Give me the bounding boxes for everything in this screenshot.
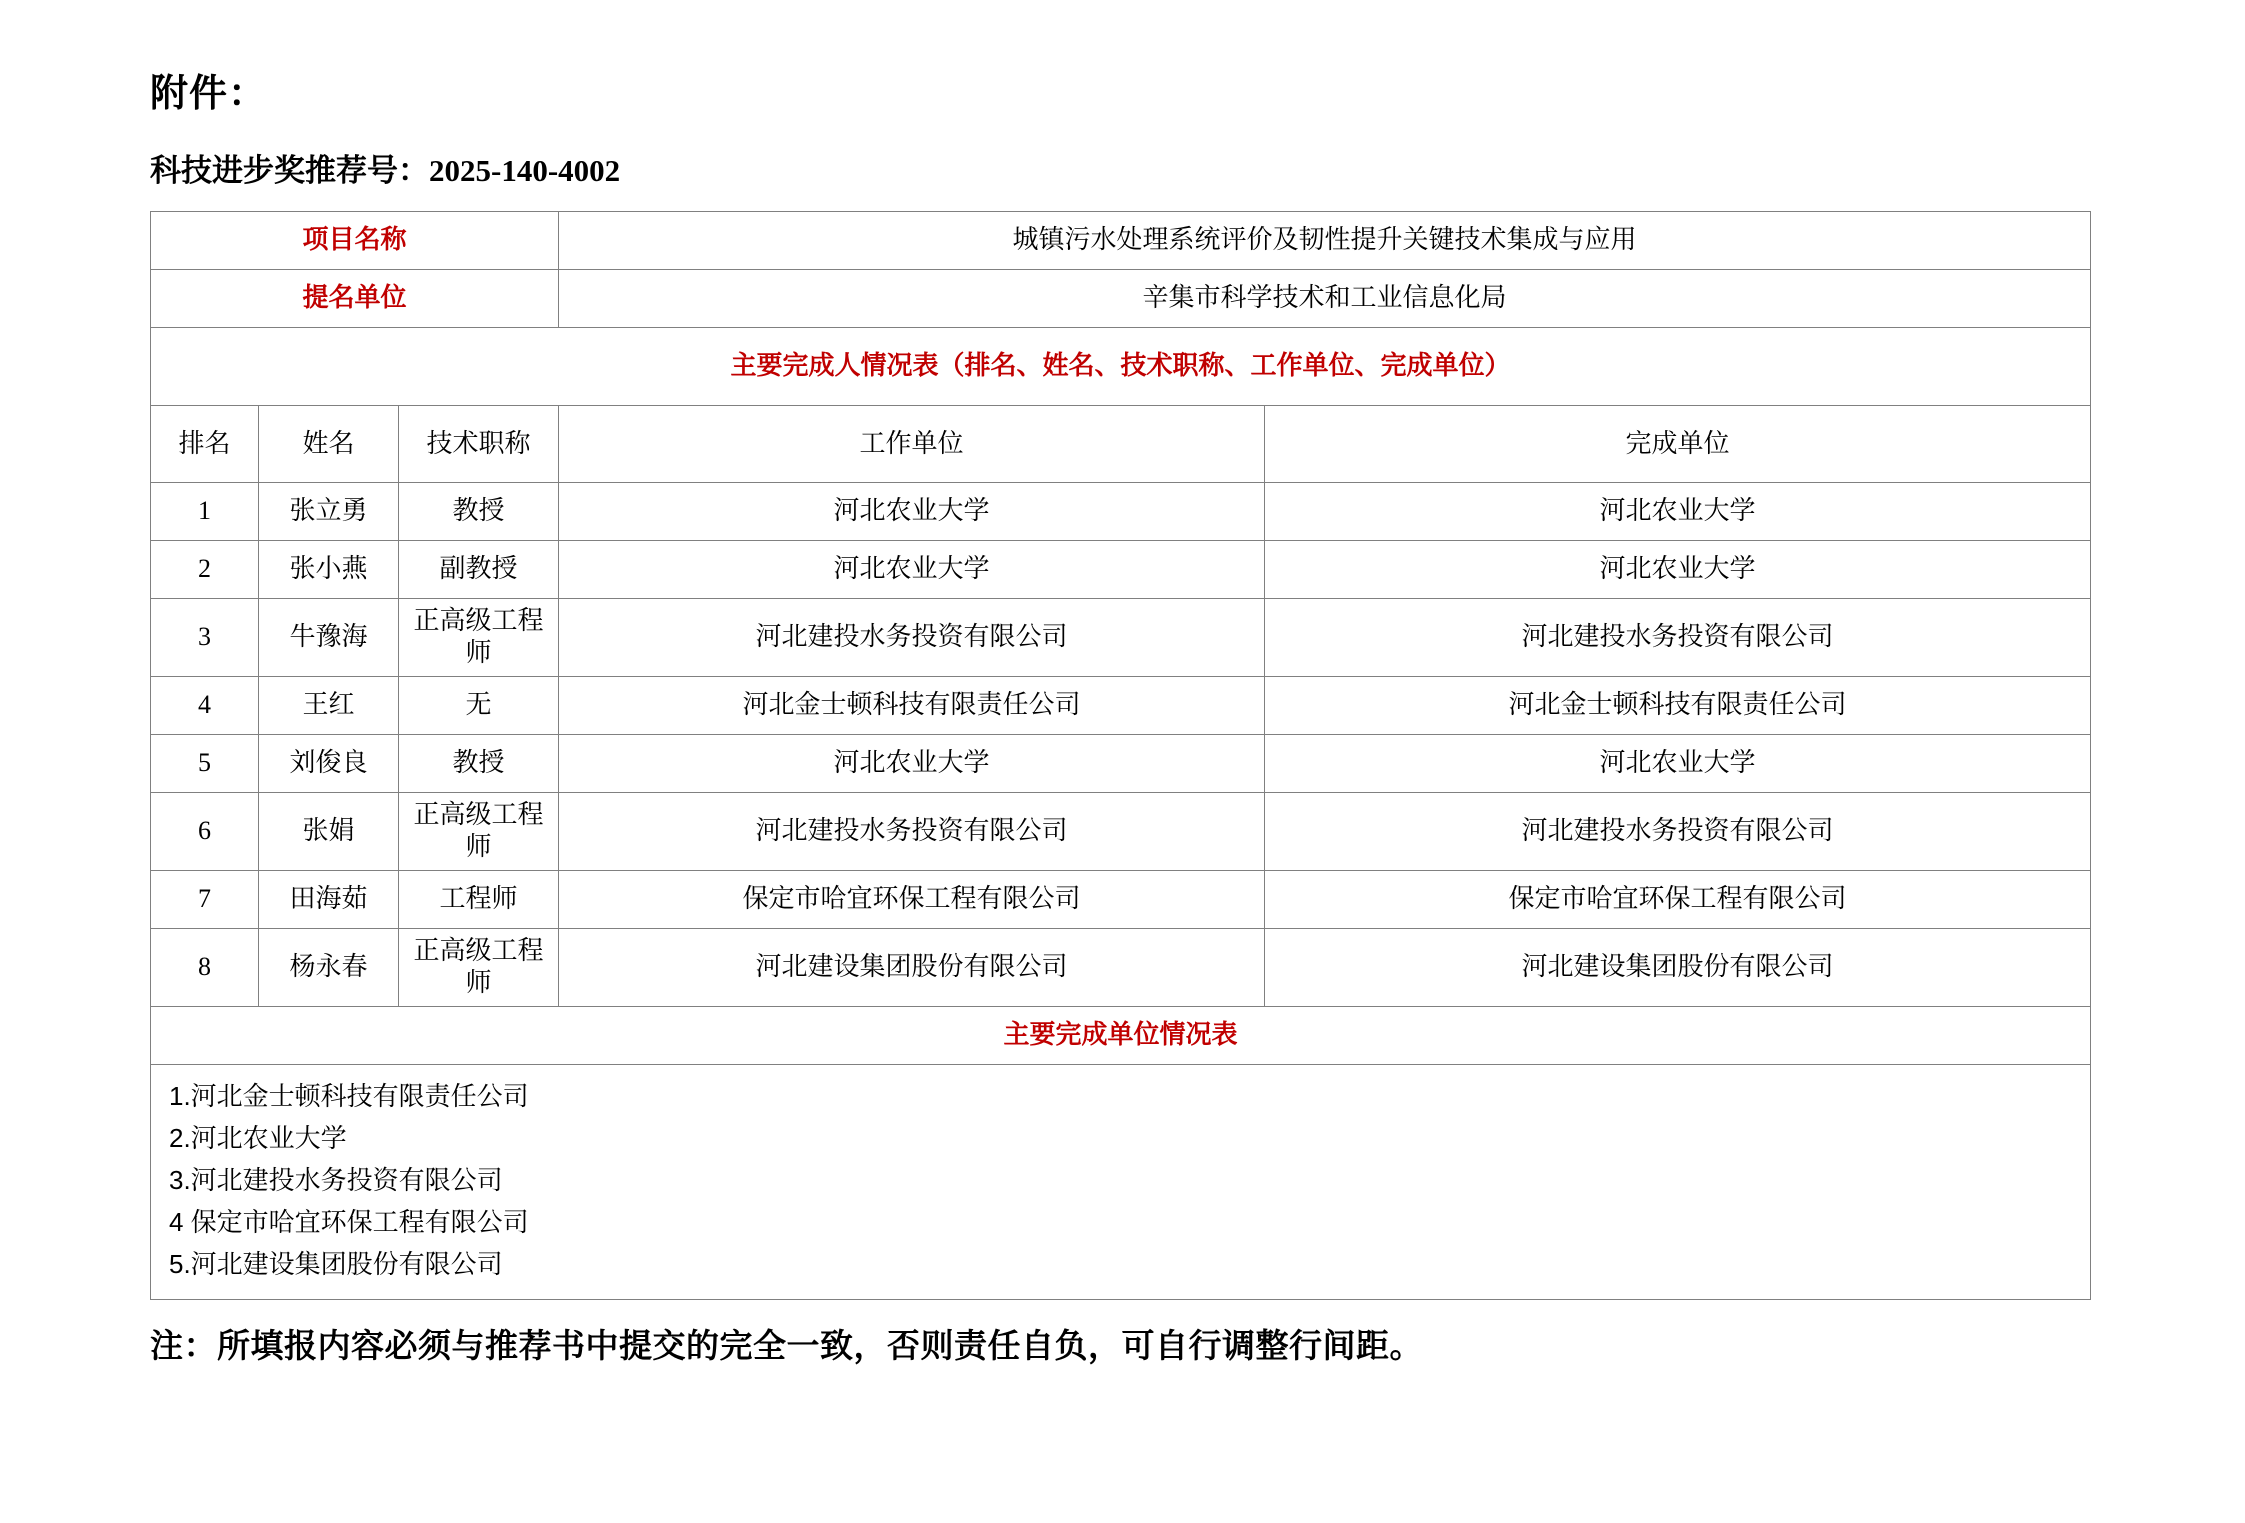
cell-completion-unit: 河北农业大学 bbox=[1265, 734, 2091, 792]
cell-name: 牛豫海 bbox=[259, 598, 399, 676]
list-item: 2.河北农业大学 bbox=[169, 1122, 347, 1153]
cell-title: 工程师 bbox=[399, 870, 559, 928]
cell-rank: 8 bbox=[151, 928, 259, 1006]
units-list bbox=[151, 1064, 2091, 1300]
cell-completion-unit: 保定市哈宜环保工程有限公司 bbox=[1265, 870, 2091, 928]
list-item: 1.河北金士顿科技有限责任公司 bbox=[169, 1080, 529, 1111]
cell-work-unit: 河北金士顿科技有限责任公司 bbox=[559, 676, 1265, 734]
column-header-completion-unit: 完成单位 bbox=[1265, 405, 2091, 482]
column-header-name: 姓名 bbox=[259, 405, 399, 482]
cell-name: 田海茹 bbox=[259, 870, 399, 928]
table-row-project-name bbox=[151, 211, 2091, 269]
cell-completion-unit: 河北建投水务投资有限公司 bbox=[1265, 598, 2091, 676]
recommendation-number-label: 科技进步奖推荐号： bbox=[150, 152, 429, 188]
cell-title: 教授 bbox=[399, 482, 559, 540]
cell-name: 刘俊良 bbox=[259, 734, 399, 792]
footer-note: 注：所填报内容必须与推荐书中提交的完全一致，否则责任自负，可自行调整行间距。 bbox=[150, 1329, 1423, 1366]
cell-title: 正高级工程师 bbox=[399, 792, 559, 870]
cell-work-unit: 保定市哈宜环保工程有限公司 bbox=[559, 870, 1265, 928]
cell-work-unit: 河北农业大学 bbox=[559, 482, 1265, 540]
table-row bbox=[151, 598, 2091, 676]
cell-rank: 4 bbox=[151, 676, 259, 734]
cell-completion-unit: 河北农业大学 bbox=[1265, 540, 2091, 598]
cell-rank: 5 bbox=[151, 734, 259, 792]
cell-name: 王红 bbox=[259, 676, 399, 734]
cell-name: 张娟 bbox=[259, 792, 399, 870]
table-row-contributors-banner bbox=[151, 327, 2091, 405]
cell-work-unit: 河北农业大学 bbox=[559, 540, 1265, 598]
cell-title: 正高级工程师 bbox=[399, 598, 559, 676]
table-row bbox=[151, 928, 2091, 1006]
recommendation-number-value: 2025-140-4002 bbox=[429, 152, 621, 188]
cell-title: 无 bbox=[399, 676, 559, 734]
table-row-units-banner bbox=[151, 1006, 2091, 1064]
table-row bbox=[151, 540, 2091, 598]
nominating-unit-value: 辛集市科学技术和工业信息化局 bbox=[559, 269, 2091, 327]
project-name-label: 项目名称 bbox=[151, 211, 559, 269]
cell-title: 副教授 bbox=[399, 540, 559, 598]
cell-name: 张立勇 bbox=[259, 482, 399, 540]
table-row bbox=[151, 676, 2091, 734]
cell-work-unit: 河北建设集团股份有限公司 bbox=[559, 928, 1265, 1006]
cell-rank: 1 bbox=[151, 482, 259, 540]
cell-work-unit: 河北建投水务投资有限公司 bbox=[559, 792, 1265, 870]
cell-completion-unit: 河北建设集团股份有限公司 bbox=[1265, 928, 2091, 1006]
award-nomination-table bbox=[150, 211, 2091, 1301]
list-item: 4 保定市哈宜环保工程有限公司 bbox=[169, 1207, 529, 1238]
cell-completion-unit: 河北农业大学 bbox=[1265, 482, 2091, 540]
nominating-unit-label: 提名单位 bbox=[151, 269, 559, 327]
column-header-rank: 排名 bbox=[151, 405, 259, 482]
cell-title: 正高级工程师 bbox=[399, 928, 559, 1006]
contributors-banner: 主要完成人情况表（排名、姓名、技术职称、工作单位、完成单位） bbox=[151, 327, 2091, 405]
table-row bbox=[151, 870, 2091, 928]
cell-rank: 2 bbox=[151, 540, 259, 598]
column-header-work-unit: 工作单位 bbox=[559, 405, 1265, 482]
cell-rank: 7 bbox=[151, 870, 259, 928]
list-item: 5.河北建设集团股份有限公司 bbox=[169, 1249, 503, 1280]
table-row-units-list bbox=[151, 1064, 2091, 1300]
cell-rank: 3 bbox=[151, 598, 259, 676]
recommendation-number-line bbox=[150, 152, 2095, 189]
project-name-value: 城镇污水处理系统评价及韧性提升关键技术集成与应用 bbox=[559, 211, 2091, 269]
table-header-row bbox=[151, 405, 2091, 482]
cell-name: 张小燕 bbox=[259, 540, 399, 598]
cell-rank: 6 bbox=[151, 792, 259, 870]
cell-name: 杨永春 bbox=[259, 928, 399, 1006]
attachment-label: 附件： bbox=[150, 73, 268, 115]
table-row bbox=[151, 734, 2091, 792]
cell-title: 教授 bbox=[399, 734, 559, 792]
units-banner: 主要完成单位情况表 bbox=[151, 1006, 2091, 1064]
cell-work-unit: 河北农业大学 bbox=[559, 734, 1265, 792]
cell-work-unit: 河北建投水务投资有限公司 bbox=[559, 598, 1265, 676]
cell-completion-unit: 河北金士顿科技有限责任公司 bbox=[1265, 676, 2091, 734]
table-row bbox=[151, 792, 2091, 870]
cell-completion-unit: 河北建投水务投资有限公司 bbox=[1265, 792, 2091, 870]
column-header-title: 技术职称 bbox=[399, 405, 559, 482]
list-item: 3.河北建投水务投资有限公司 bbox=[169, 1165, 503, 1195]
table-row-nominating-unit bbox=[151, 269, 2091, 327]
table-row bbox=[151, 482, 2091, 540]
